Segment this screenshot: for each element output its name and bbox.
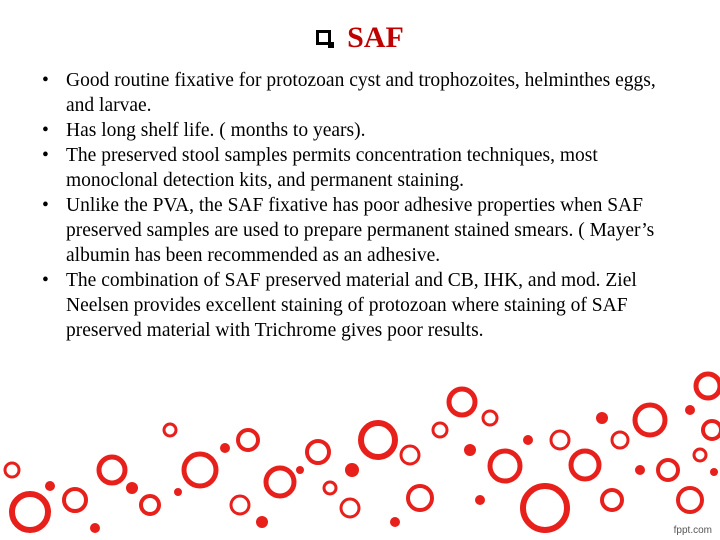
- bullet-item: • Good routine fixative for protozoan cyst and trophozoites, helminthes eggs, and larvae.: [40, 68, 680, 118]
- bullet-item: • The preserved stool samples permits concentration techniques, most monoclonal detection kits, and permanent staining.: [40, 143, 680, 193]
- slide-title: [0, 18, 720, 58]
- bullet-item: • Has long shelf life. ( months to years).: [40, 118, 680, 143]
- checkbox-square-icon: [316, 30, 331, 45]
- bullet-item: • The combination of SAF preserved material and CB, IHK, and mod. Ziel Neelsen provides excellent staining of protozoan where staining of SAF preserved material with Trichrome gives poor results.: [40, 268, 680, 343]
- slide-title-text: SAF: [347, 21, 404, 54]
- credit-text: fppt.com: [673, 525, 712, 536]
- bullet-item: • Unlike the PVA, the SAF fixative has poor adhesive properties when SAF preserved samples are used to prepare permanent stained smears. ( Mayer’s albumin has been recommended as an adhesive.: [40, 193, 680, 268]
- bullet-list: [40, 68, 680, 343]
